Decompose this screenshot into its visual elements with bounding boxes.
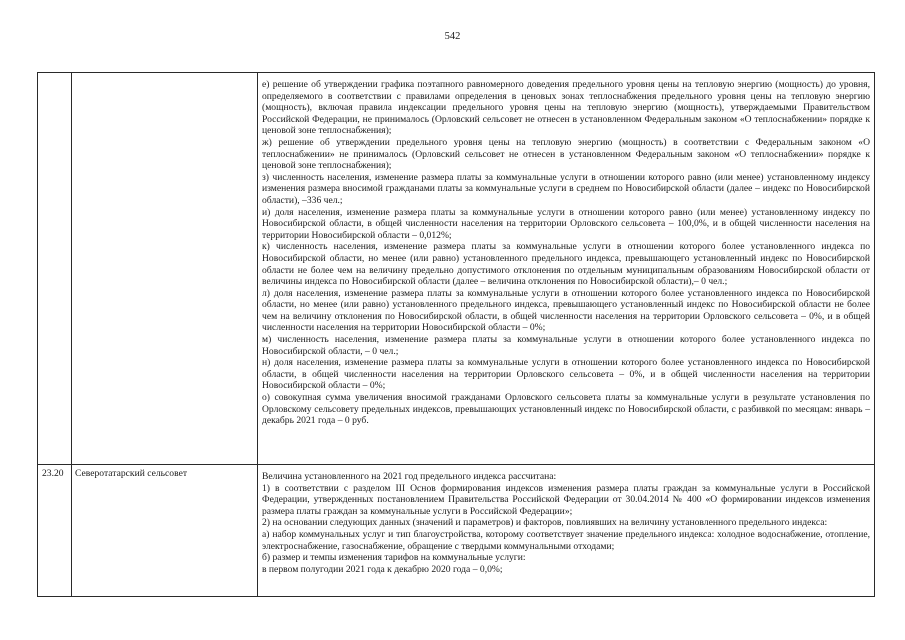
municipality-name bbox=[72, 73, 257, 76]
paragraph: к) численность населения, изменение размера платы за коммунальные услуги в отношении которого более установленного индекса по Новосибирской области, но менее (или равно) установленного предельного индекса, превышающего установленный индекс по Новосибирской области не более чем на величину предельно допустимого отклонения по отдельным муниципальным образованиям Новосибирской области от величины индекса по Новосибирской области (далее – величина отклонения по Новосибирской области),– 0 чел.; bbox=[262, 241, 870, 288]
paragraph: з) численность населения, изменение размера платы за коммунальные услуги в отношении которого равно (или менее) установленному индексу изменения размера вносимой гражданами платы за коммунальные услуги в среднем по Новосибирской области (далее – индекс по Новосибирской области), –336 чел.; bbox=[262, 171, 870, 206]
paragraph: л) доля населения, изменение размера платы за коммунальные услуги в отношении которого более установленного индекса по Новосибирской области, но менее (или равно) установленного предельного индекса, превышающего установленный индекс по Новосибирской области не более чем на величину отклонения по Новосибирской области, в общей численности населения на территории Орловского сельсовета – 0%, и в общей численности населения на территории Новосибирской области – 0%; bbox=[262, 287, 870, 334]
table-row bbox=[38, 73, 875, 465]
paragraph: Величина установленного на 2021 год предельного индекса рассчитана: bbox=[262, 471, 557, 482]
indices-table bbox=[37, 72, 875, 597]
paragraph: б) размер и темпы изменения тарифов на коммунальные услуги: bbox=[262, 552, 526, 564]
row-number: 23.20 bbox=[42, 468, 64, 479]
description-cell bbox=[258, 465, 875, 597]
paragraph: 2) на основании следующих данных (значений и параметров) и факторов, повлиявших на величину установленного предельного индекса: bbox=[262, 517, 828, 529]
paragraph: а) набор коммунальных услуг и тип благоустройства, которому соответствует значение предельного индекса: холодное водоснабжение, отопление, электроснабжение, газоснабжение, обращение с твердыми коммунальными отходами; bbox=[262, 528, 870, 552]
paragraph: м) численность населения, изменение размера платы за коммунальные услуги в отношении которого более установленного индекса по Новосибирской области, – 0 чел.; bbox=[262, 334, 870, 357]
paragraph: о) совокупная сумма увеличения вносимой гражданами Орловского сельсовета платы за коммунальные услуги в результате установления по Орловскому сельсовету предельных индексов, превышающих установленный индекс по Новосибирской области, с разбивкой по месяцам: январь – декабрь 2021 года – 0 руб. bbox=[262, 392, 870, 427]
paragraph: 1) в соответствии с разделом III Основ формирования индексов изменения размера платы граждан за коммунальные услуги в Российской Федерации, утвержденных постановлением Правительства Российской Федерации от 30.04.2014 № 400 «О формировании индексов изменения размера платы граждан за коммунальные услуги в Российской Федерации»; bbox=[262, 482, 870, 517]
paragraph: н) доля населения, изменение размера платы за коммунальные услуги в отношении которого более установленного индекса по Новосибирской области, в общей численности населения на территории Орловского сельсовета – 0%, и в общей численности населения на территории Новосибирской области – 0%; bbox=[262, 357, 870, 392]
paragraph: в первом полугодии 2021 года к декабрю 2020 года – 0,0%; bbox=[262, 563, 503, 575]
row-number bbox=[38, 73, 71, 76]
table-row bbox=[38, 465, 875, 597]
paragraph: и) доля населения, изменение размера платы за коммунальные услуги в отношении которого равно (или менее) установленному индексу по Новосибирской области, в общей численности населения на территории Орловского сельсовета – 100,0%, и в общей численности населения на территории Новосибирской области – 0,012%; bbox=[262, 206, 870, 241]
description-cell bbox=[258, 73, 875, 465]
row-number-cell bbox=[38, 465, 72, 597]
municipality-name: Северотатарский сельсовет bbox=[75, 468, 188, 479]
municipality-cell bbox=[72, 73, 258, 465]
paragraph: ж) решение об утверждении предельного уровня цены на тепловую энергию (мощность) в соответствии с Федеральным законом «О теплоснабжении» не принималось (Орловский сельсовет не отнесен в установленном Федеральным законом «О теплоснабжении» порядке к ценовой зоне теплоснабжения); bbox=[262, 136, 870, 172]
page-number: 542 bbox=[444, 31, 461, 42]
paragraph: е) решение об утверждении графика поэтапного равномерного доведения предельного уровня цены на тепловую энергию (мощность) до уровня, определяемого в соответствии с правилами определения в ценовых зонах теплоснабжения предельного уровня цены на тепловую энергию (мощность), включая правила индексации предельного уровня цены на тепловую энергию (мощность), утверждаемыми Правительством Российской Федерации, не принималось (Орловский сельсовет не отнесен в установленном Федеральным законом «О теплоснабжении» порядке к ценовой зоне теплоснабжения); bbox=[262, 79, 870, 137]
municipality-cell bbox=[72, 465, 258, 597]
row-number-cell bbox=[38, 73, 72, 465]
